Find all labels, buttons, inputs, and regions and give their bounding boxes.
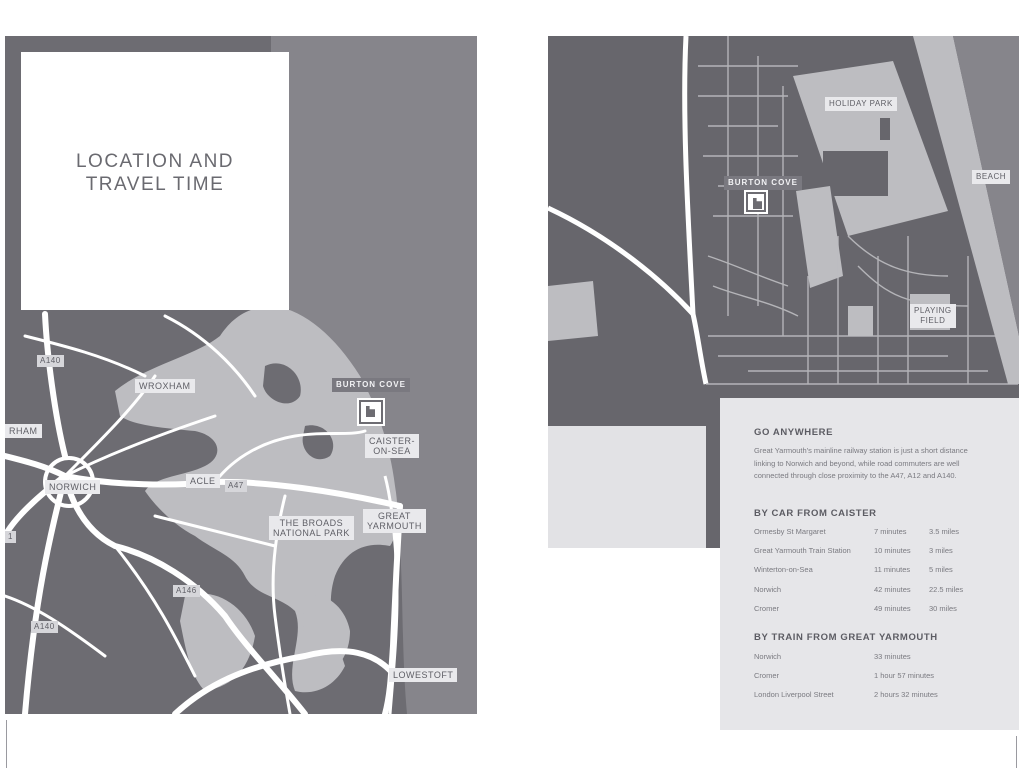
label-holiday-park: HOLIDAY PARK (825, 97, 897, 111)
travel-info-panel (720, 398, 1019, 730)
car-row-time: 11 minutes (874, 565, 911, 574)
page-divider (6, 720, 7, 768)
label-beach: BEACH (972, 170, 1010, 184)
road-label-a11: 1 (5, 531, 16, 543)
train-row-place: London Liverpool Street (754, 690, 834, 699)
car-row (754, 546, 994, 558)
road-label-a146: A146 (173, 585, 200, 597)
car-row (754, 565, 994, 577)
train-row (754, 671, 994, 683)
place-label-burton-cove: BURTON COVE (332, 378, 410, 392)
place-label-norwich: NORWICH (45, 480, 100, 494)
car-row-distance: 22.5 miles (929, 585, 964, 594)
car-row (754, 604, 994, 616)
place-label-caister: CAISTER- ON-SEA (365, 434, 419, 458)
car-row-distance: 5 miles (929, 565, 953, 574)
train-row-place: Cromer (754, 671, 780, 680)
train-row-place: Norwich (754, 652, 782, 661)
place-label-dereham: RHAM (5, 424, 42, 438)
car-row-place: Winterton-on-Sea (754, 565, 813, 574)
car-row-place: Ormesby St Margaret (754, 527, 826, 536)
place-label-wroxham: WROXHAM (135, 379, 195, 393)
label-burton-cove: BURTON COVE (724, 176, 802, 190)
car-row (754, 527, 994, 539)
car-row-time: 10 minutes (874, 546, 911, 555)
car-row-time: 42 minutes (874, 585, 911, 594)
place-label-lowestoft: LOWESTOFT (389, 668, 457, 682)
place-label-great-yarmouth: GREAT YARMOUTH (363, 509, 426, 533)
car-row-time: 7 minutes (874, 527, 907, 536)
car-row (754, 585, 994, 597)
train-row-time: 1 hour 57 minutes (874, 671, 935, 680)
car-row-place: Great Yarmouth Train Station (754, 546, 851, 555)
label-playing-field: PLAYING FIELD (910, 304, 956, 328)
car-row-place: Cromer (754, 604, 780, 613)
car-row-distance: 3.5 miles (929, 527, 960, 536)
road-label-a47: A47 (225, 480, 247, 492)
road-label-a140-south: A140 (31, 621, 58, 633)
train-row (754, 652, 994, 664)
burton-cove-pin-icon (746, 192, 766, 212)
car-row-place: Norwich (754, 585, 782, 594)
train-heading: BY TRAIN FROM GREAT YARMOUTH (754, 632, 938, 643)
title-card (21, 52, 289, 310)
place-label-broads: THE BROADS NATIONAL PARK (269, 516, 354, 540)
page-divider (1016, 736, 1017, 768)
burton-cove-marker-icon (359, 400, 383, 424)
go-anywhere-heading: GO ANYWHERE (754, 427, 834, 438)
page-title: LOCATION AND TRAVEL TIME (75, 151, 235, 195)
car-row-time: 49 minutes (874, 604, 911, 613)
car-row-distance: 3 miles (929, 546, 953, 555)
train-row-time: 33 minutes (874, 652, 911, 661)
road-label-a140: A140 (37, 355, 64, 367)
train-row-time: 2 hours 32 minutes (874, 690, 938, 699)
regional-map (5, 36, 477, 714)
car-row-distance: 30 miles (929, 604, 957, 613)
car-heading: BY CAR FROM CAISTER (754, 508, 877, 519)
intro-paragraph: Great Yarmouth's mainline railway station is just a short distance linking to Norwich and beyond, while road commuters are well connected through close proximity to the A47, A12 and A140. (754, 446, 968, 480)
place-label-acle: ACLE (186, 474, 220, 488)
train-row (754, 690, 994, 702)
